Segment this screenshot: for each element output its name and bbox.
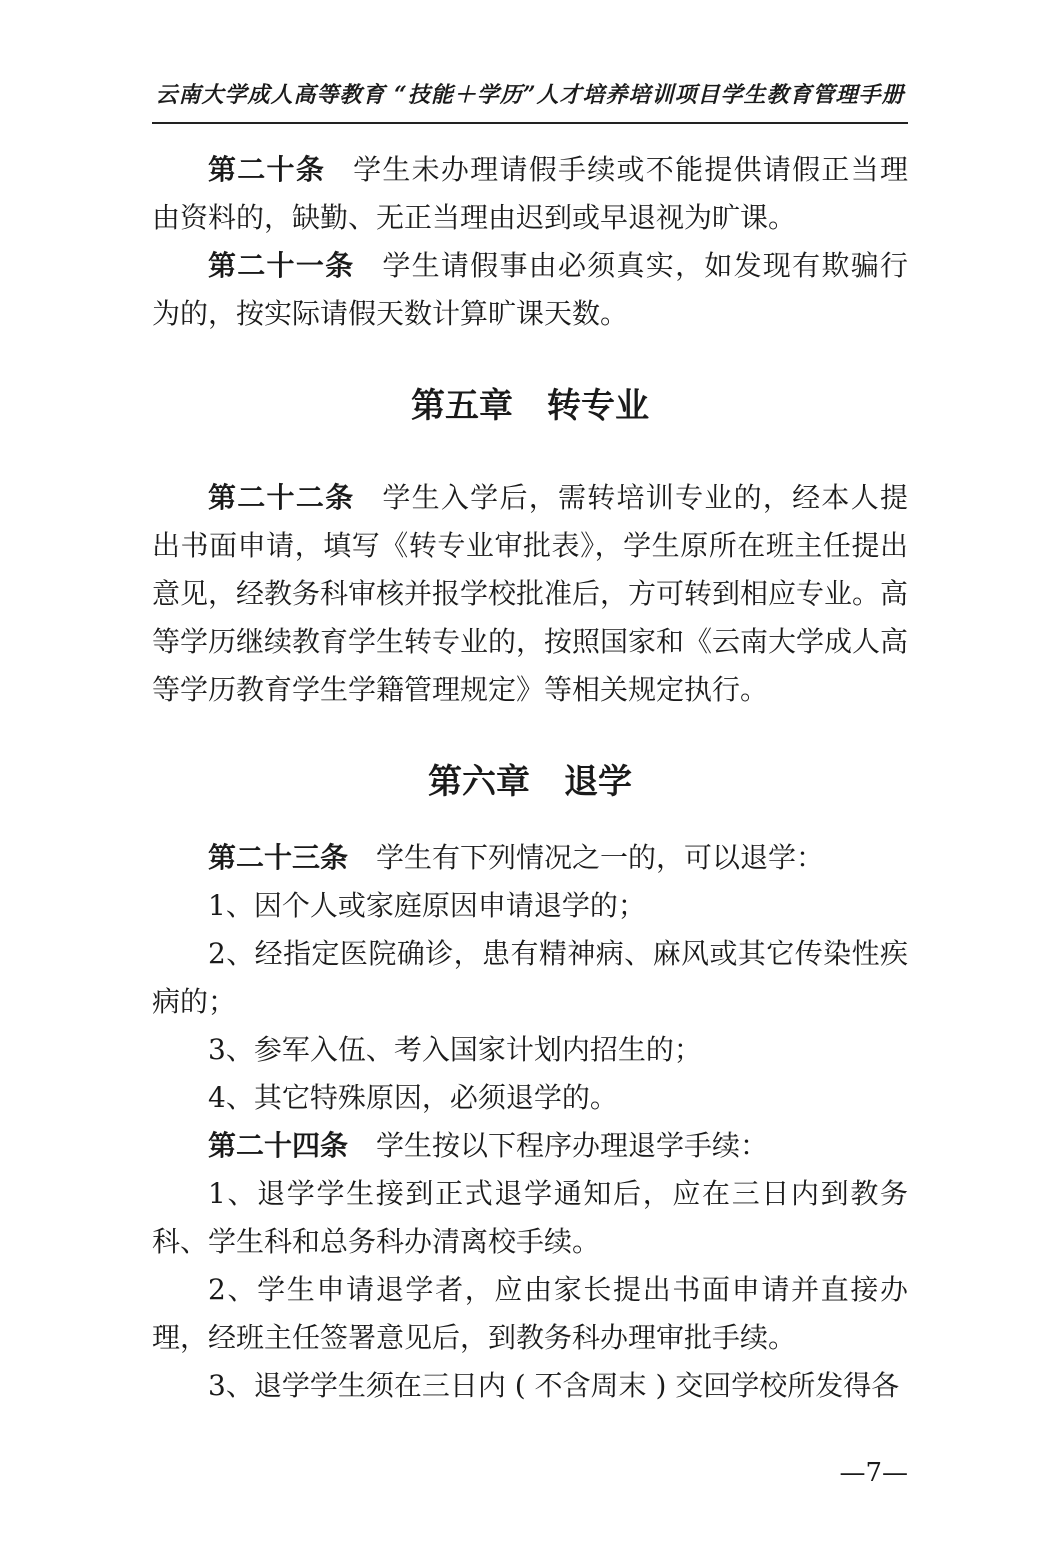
list-item: 1、退学学生接到正式退学通知后，应在三日内到教务科、学生科和总务科办清离校手续。 (152, 1177, 908, 1258)
chapter-6-title: 第六章 退学 (428, 762, 632, 802)
article-text: 学生请假事由必须真实，如发现有欺骗行为的，按实际请假天数计算旷课天数。 (152, 249, 908, 330)
article-23 (152, 834, 908, 882)
page-body (152, 146, 908, 1410)
article-text: 学生未办理请假手续或不能提供请假正当理由资料的，缺勤、无正当理由迟到或早退视为旷课。 (152, 153, 908, 234)
article-number: 第二十条 (208, 153, 326, 186)
article-number: 第二十二条 (208, 481, 355, 514)
article-number: 第二十三条 (208, 841, 349, 874)
list-item: 2、学生申请退学者，应由家长提出书面申请并直接办理，经班主任签署意见后，到教务科办理审批手续。 (152, 1273, 908, 1354)
article-number: 第二十四条 (208, 1129, 349, 1162)
list-item: 2、经指定医院确诊，患有精神病、麻风或其它传染性疾病的； (152, 937, 908, 1018)
list-item: 3、参军入伍、考入国家计划内招生的； (208, 1033, 702, 1066)
article-text: 学生有下列情况之一的，可以退学： (376, 841, 825, 874)
article-22 (152, 474, 908, 714)
header-divider (152, 122, 908, 124)
running-header: 云南大学成人高等教育 “技能＋学历”人才培养培训项目学生教育管理手册 (155, 82, 905, 108)
list-item: 1、因个人或家庭原因申请退学的； (208, 889, 646, 922)
article-24 (152, 1122, 908, 1170)
chapter-5-title: 第五章 转专业 (411, 386, 649, 426)
list-item: 3、退学学生须在三日内 ( 不含周末 ) 交回学校所发得各 (208, 1369, 900, 1402)
article-number: 第二十一条 (208, 249, 355, 282)
article-text: 学生按以下程序办理退学手续： (376, 1129, 769, 1162)
article-21 (152, 242, 908, 338)
article-text: 学生入学后，需转培训专业的，经本人提出书面申请，填写《转专业审批表》，学生原所在班主任提出意见，经教务科审核并报学校批准后，方可转到相应专业。高等学历继续教育学生转专业的，按照国家和《云南大学成人高等学历教育学生学籍管理规定》等相关规定执行。 (152, 481, 909, 706)
list-item: 4、其它特殊原因，必须退学的。 (208, 1081, 618, 1114)
page-number: —7— (839, 1458, 908, 1488)
article-20 (152, 146, 908, 242)
